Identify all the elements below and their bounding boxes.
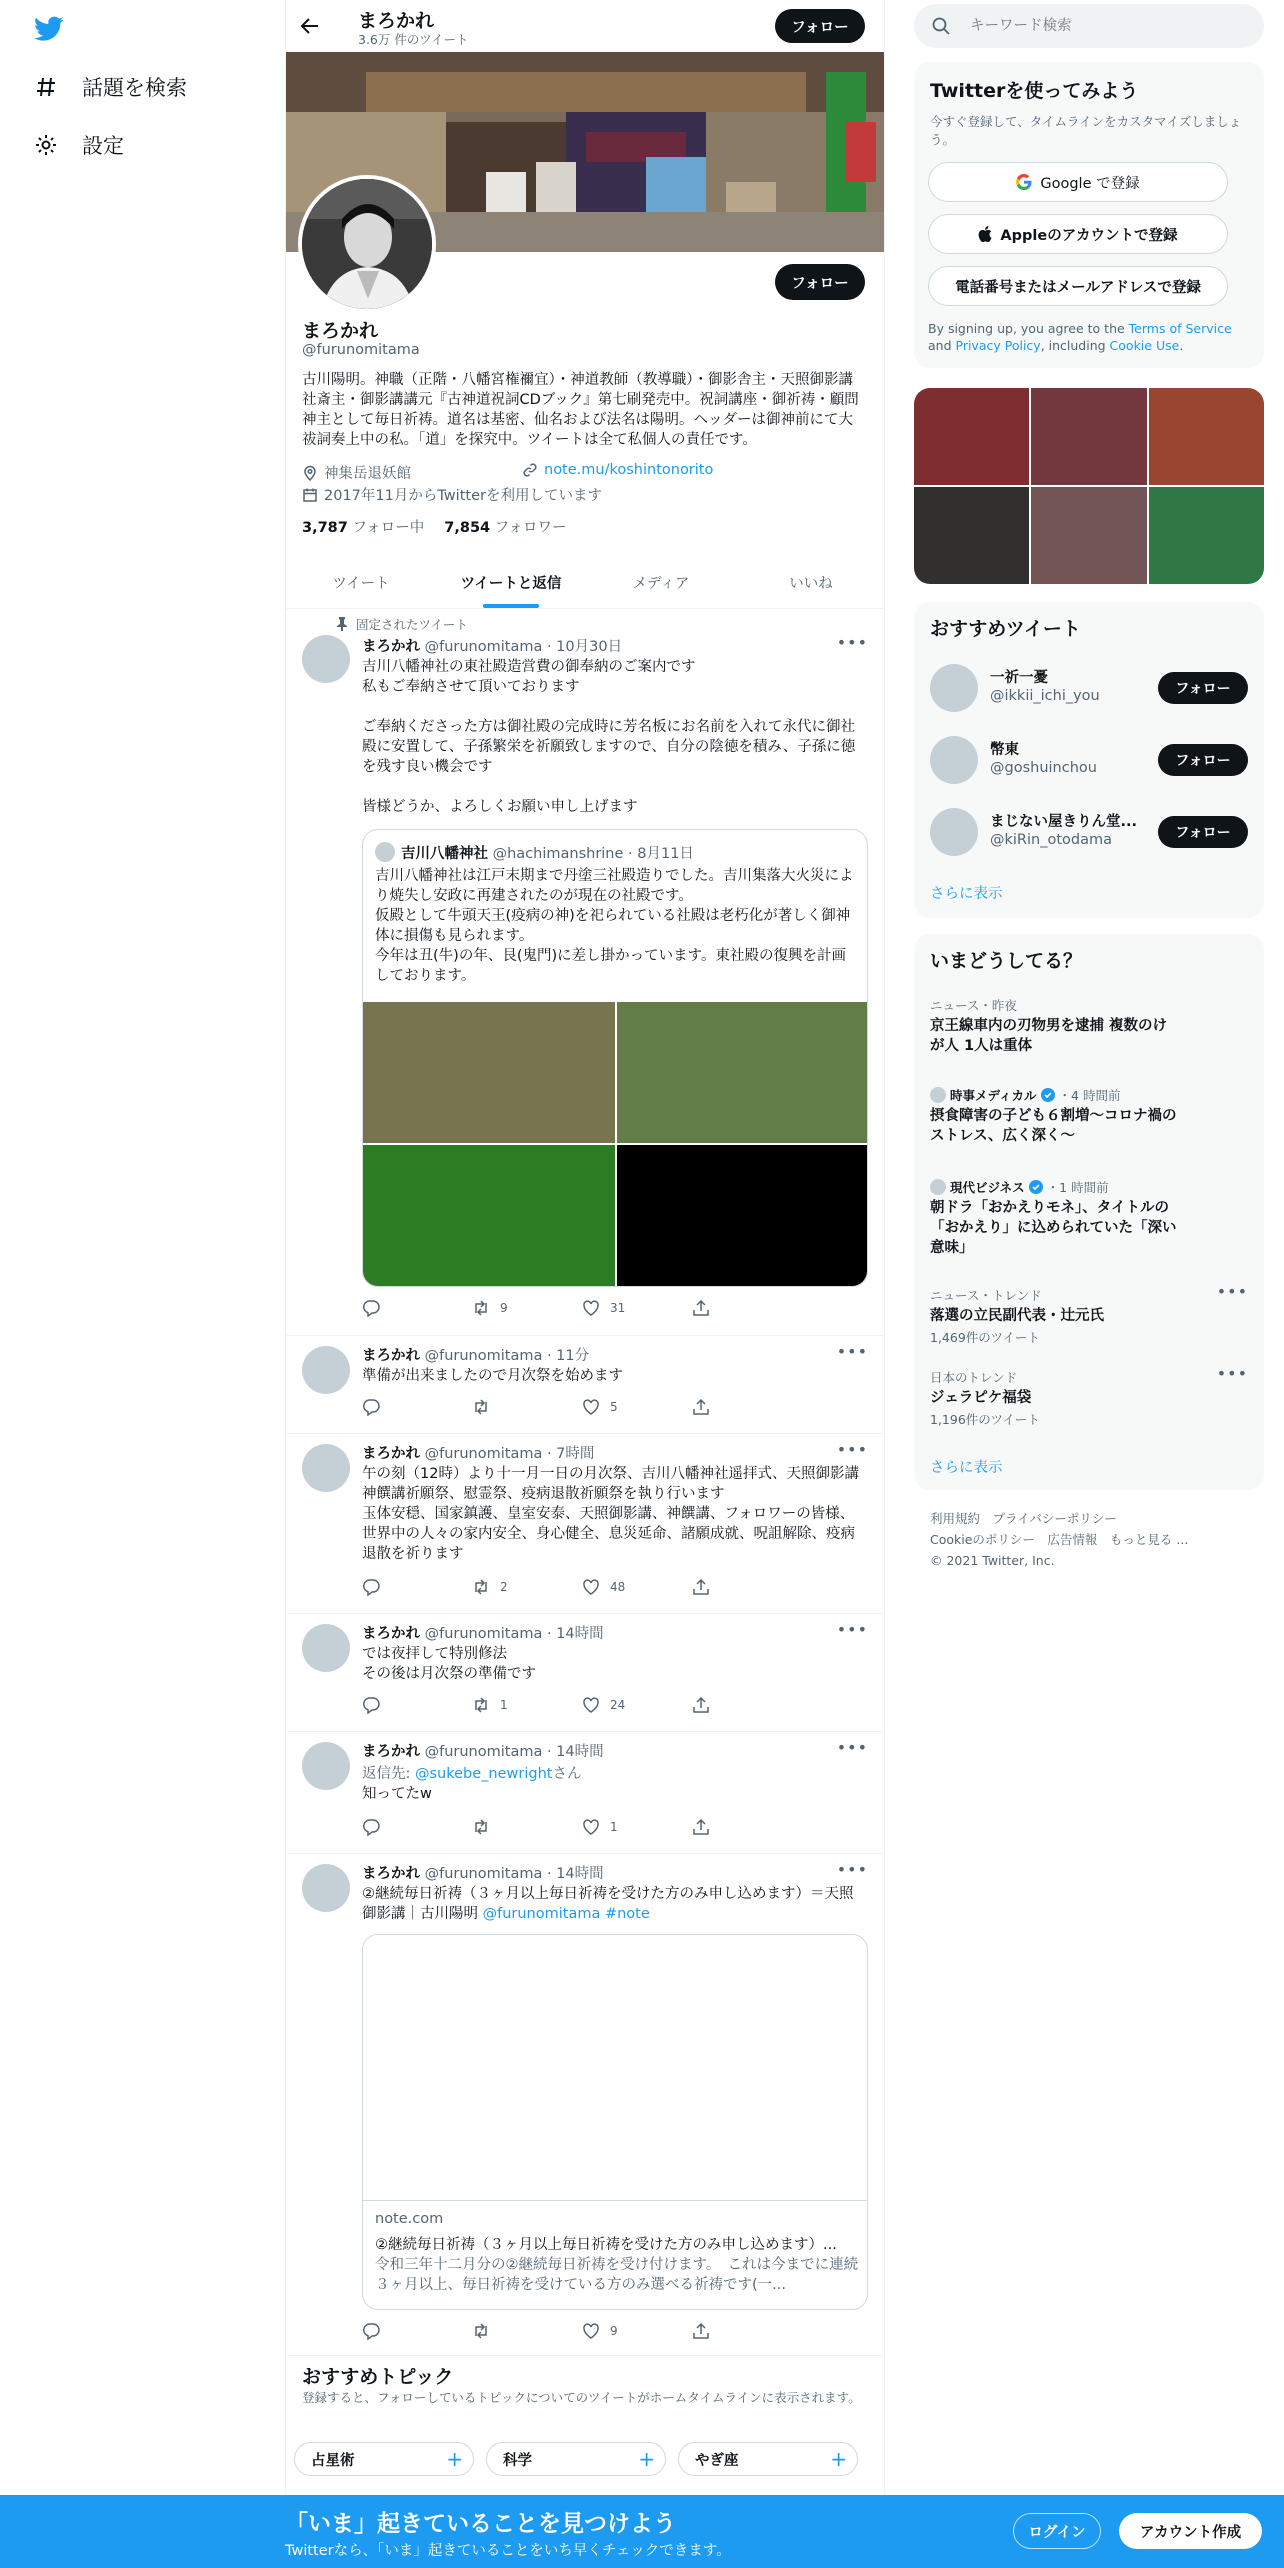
- tweet-text: [362, 1884, 862, 1924]
- tweet-actions: [362, 1696, 802, 1714]
- user-avatar[interactable]: [930, 664, 978, 712]
- trend-item[interactable]: [930, 1086, 1180, 1146]
- profile-media-grid[interactable]: [914, 388, 1264, 584]
- like-count: 1: [610, 1820, 618, 1834]
- followers-count: 7,854: [444, 520, 491, 536]
- retweet-button[interactable]: [472, 1696, 582, 1714]
- reply-button[interactable]: [362, 1299, 472, 1317]
- tweet-meta: @furunomitama · 14時間: [424, 1744, 604, 1760]
- tab-likes-label: いいね: [789, 575, 833, 592]
- footer-links-line[interactable]: 利用規約 プライバシーポリシー: [930, 1511, 1117, 1526]
- verified-badge-icon: [1041, 1088, 1055, 1102]
- media-thumbnail[interactable]: [1031, 487, 1147, 584]
- trends-show-more[interactable]: さらに表示: [930, 1460, 1003, 1476]
- share-button[interactable]: [692, 1818, 802, 1836]
- nav-settings[interactable]: [34, 130, 124, 160]
- trend-time: ・4 時間前: [1058, 1088, 1121, 1103]
- following-stat[interactable]: [302, 516, 424, 537]
- header-name: まろかれ: [358, 10, 435, 32]
- reply-button[interactable]: [362, 1818, 472, 1836]
- tab-tweets-label: ツイート: [332, 575, 390, 592]
- profile-tabs: [286, 556, 885, 609]
- trend-meta: ニュース・トレンド: [930, 1288, 1042, 1303]
- tweet-avatar[interactable]: [302, 1624, 350, 1672]
- quoted-media-grid[interactable]: [363, 1002, 868, 1287]
- plus-icon[interactable]: +: [830, 2447, 847, 2471]
- link-card-image: [363, 1935, 868, 2201]
- tweet-header: [362, 1442, 594, 1463]
- media-thumbnail[interactable]: [914, 487, 1029, 584]
- tab-media[interactable]: [586, 556, 736, 608]
- tweet-actions: [362, 2322, 802, 2340]
- retweet-button[interactable]: [472, 1398, 582, 1416]
- topic-chip[interactable]: [294, 2442, 474, 2476]
- who-to-follow-title: おすすめツイート: [930, 618, 1081, 640]
- like-button[interactable]: [582, 1299, 692, 1317]
- tweet-text: 知ってたw: [362, 1786, 432, 1802]
- twitter-logo-icon[interactable]: [34, 16, 64, 42]
- like-count: 31: [610, 1301, 626, 1315]
- user-avatar[interactable]: [930, 736, 978, 784]
- quoted-avatar: [375, 842, 395, 862]
- pin-icon: [336, 617, 348, 631]
- apple-signup-label: Appleのアカウントで登録: [1000, 227, 1178, 244]
- trend-meta: ニュース・昨夜: [930, 998, 1017, 1013]
- tab-tweets-replies-label: ツイートと返信: [460, 575, 562, 592]
- bottombar-subtitle: Twitterなら、「いま」起きていることをいち早くチェックできます。: [285, 2543, 731, 2559]
- google-logo-icon: [1016, 174, 1032, 190]
- media-thumbnail[interactable]: [914, 388, 1029, 485]
- tweet-actions: [362, 1398, 802, 1416]
- terms-text: and: [928, 338, 956, 353]
- tweet[interactable]: [286, 1854, 885, 2356]
- user-name: まじない屋きりん堂...: [990, 814, 1138, 830]
- footer-links[interactable]: [930, 1508, 1188, 1571]
- retweet-button[interactable]: [472, 2322, 582, 2340]
- terms-of-service-link[interactable]: Terms of Service: [1128, 321, 1232, 336]
- tweet-avatar[interactable]: [302, 1346, 350, 1394]
- share-icon: [692, 1299, 710, 1317]
- profile-location-row: [302, 462, 411, 483]
- tweet-meta: @furunomitama · 14時間: [424, 1626, 604, 1642]
- user-handle: @goshuinchou: [990, 760, 1097, 776]
- profile-avatar[interactable]: [298, 175, 436, 313]
- pinned-label-row: [336, 615, 468, 633]
- heart-icon: [582, 2322, 600, 2340]
- more-options-icon[interactable]: •••: [836, 1440, 868, 1459]
- active-tab-indicator: [483, 604, 539, 608]
- profile-handle: @furunomitama: [302, 342, 420, 358]
- profile-follow-stats: [302, 516, 567, 537]
- user-handle: @kiRin_otodama: [990, 832, 1112, 848]
- reply-button[interactable]: [362, 1398, 472, 1416]
- profile-joined-row: [302, 484, 602, 505]
- heart-icon: [582, 1578, 600, 1596]
- signup-panel: [914, 62, 1264, 368]
- tweet[interactable]: [286, 1614, 885, 1732]
- link-card-domain: note.com: [375, 2211, 444, 2227]
- tweet[interactable]: [286, 1336, 885, 1434]
- heart-icon: [582, 1696, 600, 1714]
- tweet-text: 準備が出来ましたので月次祭を始めます: [362, 1368, 623, 1384]
- tweet-author-name[interactable]: まろかれ: [362, 1866, 420, 1882]
- location-pin-icon: [302, 465, 318, 481]
- heart-icon: [582, 1299, 600, 1317]
- profile-bio: 古川陽明。神職（正階・八幡宮権禰宜）・神道教師（教導職）・御影舎主・天照御影講社斎主・御影講講元『古神道祝詞CDブック』第七刷発売中。祝詞講座・御祈祷・顧問神主として毎日祈祷。道名は基密、仙名および法名は陽明。ヘッダーは御神前にて大祓詞奏上中の私。「道」を探究中。ツイートは全て私個人の責任です。: [302, 372, 859, 448]
- share-icon: [692, 2322, 710, 2340]
- retweet-button[interactable]: [472, 1299, 582, 1317]
- tweet-text-main: ②継続毎日祈祷（３ヶ月以上毎日祈祷を受けた方のみ申し込めます）＝天照御影講｜古川陽明: [362, 1886, 854, 1922]
- trends-title: いまどうしてる？: [930, 950, 1083, 972]
- more-options-icon[interactable]: •••: [836, 1620, 868, 1639]
- profile-follow-button[interactable]: フォロー: [775, 264, 865, 300]
- reply-icon: [362, 1578, 380, 1596]
- login-button[interactable]: [1013, 2513, 1101, 2549]
- profile-location: 神集岳退妖館: [324, 466, 411, 482]
- more-options-icon[interactable]: •••: [1216, 1364, 1248, 1383]
- heart-icon: [582, 1398, 600, 1416]
- media-thumbnail[interactable]: [1031, 388, 1147, 485]
- tweet-author-name[interactable]: まろかれ: [362, 1626, 420, 1642]
- topics-title: おすすめトピック: [302, 2366, 454, 2388]
- footer-copyright: © 2021 Twitter, Inc.: [930, 1553, 1055, 1568]
- media-thumbnail[interactable]: [1149, 388, 1264, 485]
- profile-header-bar: [286, 0, 885, 52]
- trend-meta: 日本のトレンド: [930, 1370, 1018, 1385]
- bottombar-title: 「いま」起きていることを見つけよう: [285, 2511, 676, 2537]
- following-label: フォロー中: [352, 520, 425, 536]
- share-icon: [692, 1696, 710, 1714]
- tweet-text-link[interactable]: @furunomitama #note: [482, 1906, 650, 1922]
- tweet-header: [362, 635, 622, 656]
- trend-time: ・1 時間前: [1046, 1180, 1109, 1195]
- reply-icon: [362, 1696, 380, 1714]
- retweet-icon: [472, 1398, 490, 1416]
- user-handle: @ikkii_ichi_you: [990, 688, 1100, 704]
- share-button[interactable]: [692, 1578, 802, 1596]
- signup-label: アカウント作成: [1139, 2524, 1242, 2541]
- nav-settings-label: 設定: [82, 134, 124, 158]
- share-button[interactable]: [692, 1299, 802, 1317]
- user-avatar[interactable]: [930, 808, 978, 856]
- retweet-icon: [472, 1299, 490, 1317]
- reply-handle-link[interactable]: @sukebe_newright: [415, 1766, 553, 1782]
- signup-subtitle: 今すぐ登録して、タイムラインをカスタマイズしましょう。: [930, 114, 1242, 147]
- calendar-icon: [302, 487, 318, 503]
- like-button[interactable]: [582, 1398, 692, 1416]
- retweet-count: 1: [500, 1698, 508, 1712]
- media-image[interactable]: [617, 1145, 868, 1287]
- quoted-text: 吉川八幡神社は江戸末期まで丹塗三社殿造りでした。吉川集落大火災により焼失し安政に再建されたのが現在の社殿です。 仮殿として牛頭天王(疫病の神)を祀られている社殿は老朽化が著しく御神体に損傷も見られます。 今年は丑(牛)の年、艮(鬼門)に差し掛かっています。東社殿の復興を計画しております。: [375, 868, 854, 984]
- back-arrow-icon[interactable]: [300, 16, 320, 36]
- terms-text: , including: [1040, 338, 1110, 353]
- tweet-actions: [362, 1578, 802, 1596]
- tweet-avatar[interactable]: [302, 1864, 350, 1912]
- trend-item[interactable]: [930, 1364, 1248, 1428]
- reply-icon: [362, 1299, 380, 1317]
- tweet-header: [362, 1344, 589, 1365]
- reply-button[interactable]: [362, 2322, 472, 2340]
- follow-button[interactable]: フォロー: [1158, 672, 1248, 704]
- retweet-icon: [472, 1578, 490, 1596]
- google-signup-button[interactable]: [928, 162, 1228, 202]
- tweet-avatar[interactable]: [302, 635, 350, 683]
- like-count: 9: [610, 2324, 618, 2338]
- source-avatar: [930, 1087, 946, 1103]
- retweet-button[interactable]: [472, 1818, 582, 1836]
- heart-icon: [582, 1818, 600, 1836]
- tweet-author-name[interactable]: まろかれ: [362, 1446, 420, 1462]
- profile-column: [285, 0, 885, 2568]
- reply-icon: [362, 1398, 380, 1416]
- trend-title: ジェラピケ福袋: [930, 1390, 1032, 1406]
- share-icon: [692, 1578, 710, 1596]
- who-to-follow-show-more[interactable]: さらに表示: [930, 886, 1003, 902]
- header-tweet-count: 3.6万 件のツイート: [358, 32, 469, 47]
- tab-media-label: メディア: [632, 575, 690, 592]
- phone-email-signup-label: 電話番号またはメールアドレスで登録: [955, 279, 1201, 296]
- search-box[interactable]: [914, 4, 1264, 48]
- more-options-icon[interactable]: •••: [836, 633, 868, 652]
- more-options-icon[interactable]: •••: [836, 1342, 868, 1361]
- hashtag-icon: [34, 75, 58, 99]
- trend-source-row: [930, 1086, 1180, 1104]
- quoted-meta: @hachimanshrine · 8月11日: [492, 846, 694, 862]
- like-button[interactable]: [582, 1578, 692, 1596]
- cookie-use-link[interactable]: Cookie Use: [1109, 338, 1180, 353]
- profile-url-row[interactable]: [522, 462, 713, 478]
- privacy-policy-link[interactable]: Privacy Policy: [955, 338, 1041, 353]
- followers-stat[interactable]: [444, 516, 566, 537]
- tweet-author-name[interactable]: まろかれ: [362, 1744, 420, 1760]
- tweet-meta: @furunomitama · 10月30日: [424, 639, 623, 655]
- quoted-tweet[interactable]: [362, 829, 868, 1287]
- search-icon: [932, 17, 950, 35]
- pinned-label: 固定されたツイート: [356, 617, 468, 632]
- more-options-icon[interactable]: •••: [836, 1738, 868, 1757]
- signup-bottom-bar: [0, 2495, 1284, 2568]
- reply-prefix: 返信先:: [362, 1766, 415, 1782]
- phone-email-signup-button[interactable]: [928, 266, 1228, 306]
- trend-source: 現代ビジネス: [950, 1180, 1025, 1195]
- search-input[interactable]: [970, 4, 1250, 48]
- trend-title: 摂食障害の子ども６割増～コロナ禍のストレス、広く深く～: [930, 1108, 1177, 1144]
- topic-chip[interactable]: [486, 2442, 666, 2476]
- tweet-text: 吉川八幡神社の東社殿造営費の御奉納のご案内です 私もご奉納させて頂いております ご奉納くださった方は御社殿の完成時に芳名板にお名前を入れて永代に御社殿に安置して、子孫繁栄を祈願致しますので、自分の陰徳を積み、子孫に徳を残す良い機会です 皆様どうか、よろしくお願い申し上げます: [362, 659, 856, 815]
- retweet-icon: [472, 1696, 490, 1714]
- quoted-author-name: 吉川八幡神社: [401, 846, 488, 862]
- google-signup-label: Google で登録: [1040, 175, 1140, 192]
- link-card[interactable]: [362, 1934, 868, 2310]
- followers-label: フォロワー: [494, 520, 567, 536]
- topic-label: 占星術: [311, 2452, 355, 2469]
- tweet-author-name[interactable]: まろかれ: [362, 1348, 420, 1364]
- plus-icon[interactable]: +: [638, 2447, 655, 2471]
- media-image[interactable]: [363, 1002, 615, 1143]
- trend-title: 落選の立民副代表・辻元氏: [930, 1308, 1104, 1324]
- retweet-count: 9: [500, 1301, 508, 1315]
- follow-suggestion[interactable]: [914, 726, 1264, 798]
- like-count: 48: [610, 1580, 626, 1594]
- reply-button[interactable]: [362, 1578, 472, 1596]
- tweet-actions: [362, 1818, 802, 1836]
- tweet-avatar[interactable]: [302, 1444, 350, 1492]
- follow-button[interactable]: フォロー: [1158, 816, 1248, 848]
- profile-url[interactable]: note.mu/koshintonorito: [544, 462, 714, 478]
- more-options-icon[interactable]: •••: [836, 1860, 868, 1879]
- trend-count: 1,469件のツイート: [930, 1330, 1040, 1345]
- tweet-avatar[interactable]: [302, 1742, 350, 1790]
- profile-name: まろかれ: [302, 320, 379, 342]
- trend-title: 京王線車内の刃物男を逮捕 複数のけが人 1人は重体: [930, 1018, 1168, 1054]
- follow-suggestion[interactable]: [914, 798, 1264, 870]
- share-button[interactable]: [692, 2322, 802, 2340]
- following-count: 3,787: [302, 520, 348, 536]
- user-name: 幣東: [990, 742, 1019, 758]
- like-button[interactable]: [582, 1696, 692, 1714]
- like-button[interactable]: [582, 1818, 692, 1836]
- tweet[interactable]: [286, 1434, 885, 1614]
- retweet-icon: [472, 2322, 490, 2340]
- trend-source-row: [930, 1178, 1180, 1196]
- header-follow-button[interactable]: フォロー: [775, 9, 865, 43]
- follow-suggestion[interactable]: [914, 654, 1264, 726]
- link-card-description: 令和三年十二月分の②継続毎日祈祷を受け付けます。 これは今までに連続３ヶ月以上、毎日祈祷を受けている方のみ選べる祈祷です(一...: [375, 2257, 859, 2293]
- tweet-text: では夜拝して特別修法 その後は月次祭の準備です: [362, 1646, 536, 1682]
- tweet-meta: @furunomitama · 11分: [424, 1348, 590, 1364]
- link-card-title: ②継続毎日祈祷（３ヶ月以上毎日祈祷を受けた方のみ申し込めます）...: [375, 2237, 837, 2253]
- verified-badge-icon: [1029, 1180, 1043, 1194]
- tweet-text: 午の刻（12時）より十一月一日の月次祭、吉川八幡神社遥拝式、天照御影講神饌講祈願祭、慰霊祭、疫病退散祈願祭を執り行います 玉体安穏、国家鎮護、皇室安泰、天照御影講、神饌講、フォロワーの皆様、世界中の人々の家内安全、身心健全、息災延命、諸願成就、呪詛解除、疫病退散を祈ります: [362, 1466, 859, 1562]
- signup-title: Twitterを使ってみよう: [930, 80, 1139, 102]
- like-button[interactable]: [582, 2322, 692, 2340]
- tweet-header: [362, 1622, 604, 1643]
- profile-joined: 2017年11月からTwitterを利用しています: [324, 488, 602, 504]
- terms-text: By signing up, you agree to the: [928, 321, 1129, 336]
- user-name: 一祈一憂: [990, 670, 1048, 686]
- nav-explore-label: 話題を検索: [82, 76, 187, 100]
- tweet-actions: [362, 1299, 802, 1317]
- media-image[interactable]: [617, 1002, 868, 1143]
- apple-logo-icon: [978, 226, 992, 242]
- reply-icon: [362, 2322, 380, 2340]
- who-to-follow-panel: [914, 602, 1264, 918]
- tab-tweets[interactable]: [286, 556, 436, 608]
- tweet-meta: @furunomitama · 7時間: [424, 1446, 595, 1462]
- plus-icon[interactable]: +: [446, 2447, 463, 2471]
- source-avatar: [930, 1179, 946, 1195]
- tweet[interactable]: [286, 1732, 885, 1854]
- login-label: ログイン: [1028, 2524, 1086, 2541]
- gear-icon: [34, 133, 58, 157]
- topic-label: 科学: [503, 2452, 532, 2469]
- trend-item[interactable]: [930, 996, 1180, 1056]
- apple-signup-button[interactable]: [928, 214, 1228, 254]
- reply-context: [362, 1762, 581, 1783]
- signup-terms: [928, 320, 1250, 354]
- tweet-header: [362, 1862, 604, 1883]
- follow-button[interactable]: フォロー: [1158, 744, 1248, 776]
- like-count: 5: [610, 1400, 618, 1414]
- reply-button[interactable]: [362, 1696, 472, 1714]
- tab-likes[interactable]: [736, 556, 885, 608]
- quoted-header: [401, 842, 694, 863]
- tweet-meta: @furunomitama · 14時間: [424, 1866, 604, 1882]
- reply-suffix: さん: [552, 1766, 582, 1782]
- terms-text: .: [1179, 338, 1184, 353]
- nav-explore[interactable]: [34, 72, 187, 102]
- trends-panel: [914, 934, 1264, 1490]
- trend-source: 時事メディカル: [950, 1088, 1037, 1103]
- topics-section: [286, 2356, 885, 2496]
- retweet-button[interactable]: [472, 1578, 582, 1596]
- tab-tweets-replies[interactable]: [436, 556, 586, 608]
- topic-label: やぎ座: [695, 2452, 739, 2469]
- tweet-author-name[interactable]: まろかれ: [362, 639, 420, 655]
- topic-chip[interactable]: [678, 2442, 858, 2476]
- tweet-pinned[interactable]: [286, 609, 885, 1336]
- share-button[interactable]: [692, 1398, 802, 1416]
- footer-links-line[interactable]: Cookieのポリシー 広告情報 もっと見る ...: [930, 1532, 1189, 1547]
- retweet-count: 2: [500, 1580, 508, 1594]
- more-options-icon[interactable]: •••: [1216, 1282, 1248, 1301]
- signup-button[interactable]: [1119, 2513, 1262, 2549]
- topics-subtitle: 登録すると、フォローしているトピックについてのツイートがホームタイムラインに表示されます。: [302, 2390, 861, 2405]
- tweet-header: [362, 1740, 604, 1761]
- media-image[interactable]: [363, 1145, 615, 1287]
- trend-item[interactable]: [930, 1178, 1180, 1258]
- like-count: 24: [610, 1698, 626, 1712]
- share-button[interactable]: [692, 1696, 802, 1714]
- share-icon: [692, 1398, 710, 1416]
- link-icon: [522, 462, 538, 478]
- trend-title: 朝ドラ「おかえりモネ」、タイトルの「おかえり」に込められていた「深い意味」: [930, 1200, 1177, 1256]
- trend-item[interactable]: [930, 1282, 1248, 1346]
- media-thumbnail[interactable]: [1149, 487, 1264, 584]
- reply-icon: [362, 1818, 380, 1836]
- trend-count: 1,196件のツイート: [930, 1412, 1040, 1427]
- retweet-icon: [472, 1818, 490, 1836]
- share-icon: [692, 1818, 710, 1836]
